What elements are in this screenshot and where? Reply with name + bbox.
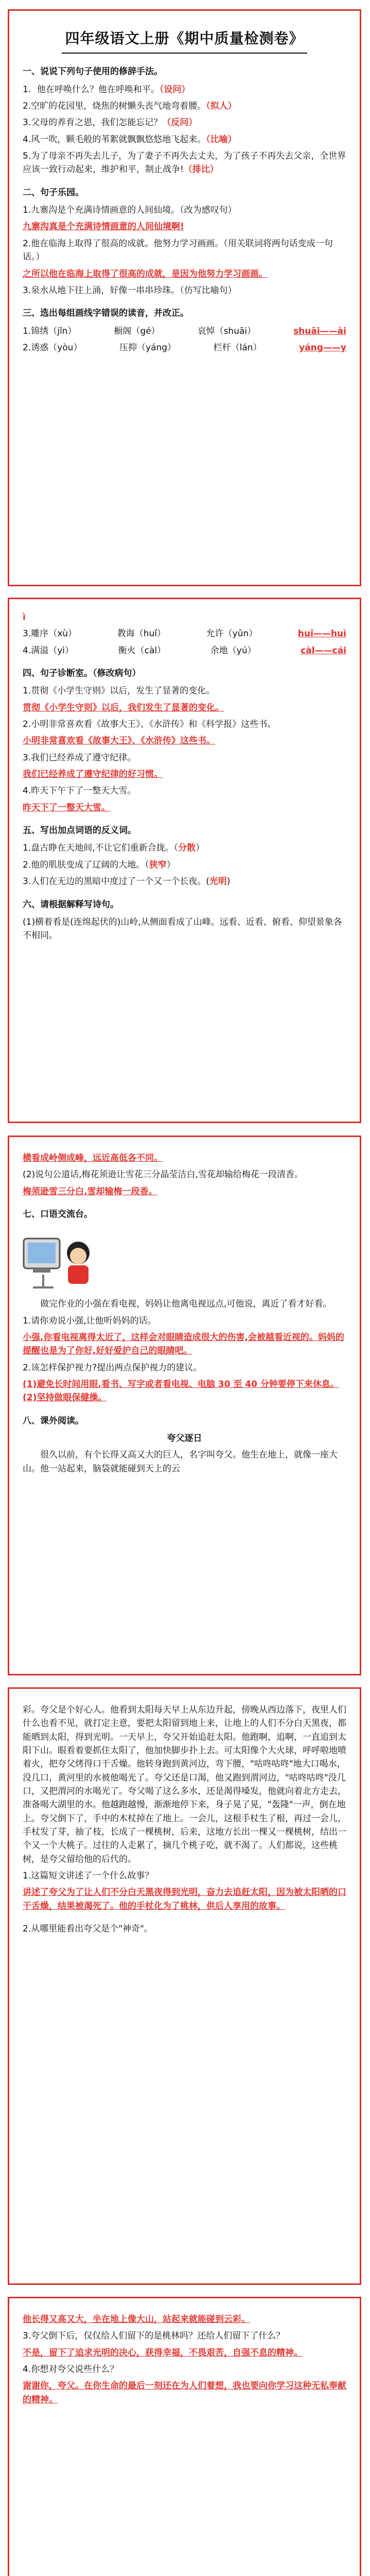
question-item: 4.你想对夸父说些什么？ [23,2364,119,2375]
exam-card-3 [8,1136,361,1675]
exam-card-5 [8,2297,361,2576]
question-item: 3.我们已经养成了遵守纪律。 [23,752,136,763]
pinyin-row: 2.诱惑（yòu） 压抑（yáng） 栏杆（lán） yáng——y [23,342,346,353]
section-heading: 五、写出加点词语的反义词。 [23,825,136,836]
answer-text: 贯彻《小学生守则》以后，我们发生了显著的变化。 [23,702,224,713]
answer-text: 九寨沟真是个充满诗情画意的人间仙境啊! [23,222,184,232]
section-heading: 七、口语交流台。 [23,1209,93,1220]
question-item: (1)横着看是(连绵起伏的)山岭,从侧面看成了山峰。远看、近看、俯看、仰望景象各不相同。 [23,917,342,941]
question-item: 1.九寨沟是个充满诗情画意的人间仙境。（改为感叹句） [23,205,237,216]
question-item: 2.该怎样保护视力?提出两点保护视力的建议。 [23,1362,202,1373]
answer-text: 讲述了夸父为了让人们不分白天黑夜得到光明，奋力去追赶太阳，因为被太阳晒的口干舌燥，结果被渴死了。他的手杖化为了桃林，供后人享用的故事。 [23,1887,346,1911]
pinyin-row: 3.雕序（xù） 教诲（huǐ） 允许（yǔn） huǐ——huì [23,629,346,639]
answer-text: 梅须逊雪三分白,雪却输梅一段香。 [23,1186,157,1197]
question-item: 2.他的肌肤变成了辽阔的大地。（狭窄） [23,859,175,870]
question-item: 3.夸父倒下后，仅仅给人们留下的是桃林吗？还给人们留下了什么？ [23,2331,285,2342]
answer-text: 他长得又高又大，坐在地上像大山，站起来就能碰到云彩。 [23,2314,250,2325]
question-item: 2.他在临海上取得了很高的成就。他努力学习画画。（用关联词将两句话变成一句话。） [23,238,333,263]
answer-text: 昨天下了一整天大雪。 [23,802,110,813]
answer-text: 我们已经养成了遵守纪律的好习惯。 [23,769,163,780]
answer-text: 之所以他在临海上取得了很高的成就，是因为他努力学习画画。 [23,268,268,279]
question-item: 3.泉水从地下往上涌，好像一串串珍珠。（仿写比喻句） [23,285,237,296]
question-item: 2.空旷的花园里，烧焦的树懒头丧气地弯着腰。（拟人） [23,101,237,112]
question-item: 2.小明非常喜欢看《故事大王》、《水浒传》和《科学报》这些书。 [23,719,276,730]
answer-text: 横看成岭侧成峰，远近高低各不同。 [23,1153,163,1163]
pinyin-row: 1.锦绣（jǐn） 橱阁（gé） 哀悼（shuāi） shuāi——ài [23,326,346,336]
question-item: 4.风一吹，颗毛般的苇絮就飘飘悠悠地飞起来。（比喻） [23,134,237,145]
answer-text: 谢谢你，夸父。在你生命的最后一刻还在为人们着想，我也要向你学习这种无私奉献的精神。 [23,2381,346,2405]
question-item: 2.从哪里能看出夸父是个"神奇"。 [23,1924,153,1935]
section-heading: 二、句子乐园。 [23,187,84,198]
section-heading: 八、课外阅读。 [23,1415,84,1426]
pinyin-row: 4.满溢（yì） 衡火（càl） 余地（yú） càl——cái [23,645,346,656]
child-watching-tv-illustration [23,1228,100,1290]
question-item: 1.贯彻《小学生守则》以后，发生了显著的变化。 [23,686,215,697]
exam-card-1 [8,9,361,586]
story-paragraph: 很久以前，有个长得又高又大的巨人，名字叫夸父。他生在地上，就像一座大山。他一站起来，脑袋就能碰到天上的云 [23,1450,338,1474]
answer-text: 小明非常喜欢看《故事大王》、《水浒传》这些书。 [23,736,215,747]
answer-text: 小强,你看电视离得太近了，这样会对眼睛造成很大的伤害,会被越看近视的。妈妈的提醒也是为了你好,好好爱护自己的眼睛吧。 [23,1332,344,1357]
question-item: (2)说句公道话,梅花须逊让雪花三分晶莹洁白,雪花却输给梅花一段清香。 [23,1170,303,1180]
exam-card-4 [8,1687,361,2285]
page-title: 四年级语文上册《期中质量检测卷》 [62,27,307,54]
story-paragraph: 彩。夸父是个好心人。他看到太阳每天早上从东边升起，傍晚从西边落下，夜里人们什么也看不见，就打定主意，要把太阳留到地上来，让地上的人们不分白天黑夜，都能晒到太阳，得到光明。一天早上，夸父开始追赶太阳。他跑啊，追啊，一直追到太阳下山。眼看着要抓住太阳了，他加快脚步扑上去。可太阳像个大火球，呼呼啦地喷着火，把夸父烤得口干舌燥。他转身跑到黄河边，弯下腰，"咕咚咕咚"地大口喝水，没几口，黄河里的水被他喝光了。夸父还是口渴，他又跑到渭河边，"咕咚咕咚"没几口，又把渭河的水喝光了。夸父喝了这么多水，还是渴得嗓发，他就向着北方走去，准备喝大湖里的水。他越跑越慢，渐渐地停下来，身子晃了晃，"轰隆"一声，倒在地上。夸父倒下了，手中的木杖掉在了地上。一会儿，这根手杖生了根，再过一会儿，手杖发了芽，抽了枝，长成了一棵桃树，后来，这地方长出一棵又一棵桃树，结出一个又一个大桃子。过往的人走累了，摘几个桃子吃，就不渴了。人们都说，这些桃树，是夸父留给他的后代的。 [23,1705,346,1865]
story-title: 夸父逐日 [167,1433,202,1444]
paragraph: 做完作业的小强在看电视，妈妈让他离电视远点,可他说，离近了看才好看。 [40,1299,332,1310]
section-heading: 一、说说下列句子使用的修辞手法。 [23,66,163,77]
question-item: 4.昨天下午下了一整天大雪。 [23,786,136,796]
answer-text: (1)避免长时间用眼,看书、写字或者看电视、电脑 30 至 40 分钟要停下来休息。(2)坚持做眼保健操。 [23,1379,339,1403]
answer-fragment: ì [23,612,26,622]
section-heading: 四、句子诊断室。（修改病句） [23,668,141,679]
question-item: 1.这篇短文讲述了一个什么故事？ [23,1871,154,1882]
section-heading: 三、选出每组画线字错误的读音，并改正。 [23,308,189,319]
question-item: 1.盘古睁在天地间,不让它们重新合拢。（分散） [23,843,205,854]
question-item: 3.父母的养育之恩，我们怎能忘记？（反问） [23,117,198,128]
question-item: 3.人们在无边的黑暗中度过了一个又一个长夜。(光明) [23,876,231,887]
question-item: 5.为了母亲不再失去儿子，为了妻子不再失去丈夫，为了孩子不再失去父亲，全世界应该一致行动起来，维护和平，制止战争!（排比） [23,151,346,175]
question-item: 1.请你劝说小强,让他听妈妈的话。 [23,1315,156,1326]
section-heading: 六、请根据解释写诗句。 [23,899,119,910]
question-item: 1．他在呼唤什么？他在呼唤和平。（设问） [23,84,190,95]
exam-card-2 [8,598,361,1123]
answer-text: 不是，留下了追求光明的决心，获得幸福，不畏艰苦，自强不息的精神。 [23,2347,303,2358]
